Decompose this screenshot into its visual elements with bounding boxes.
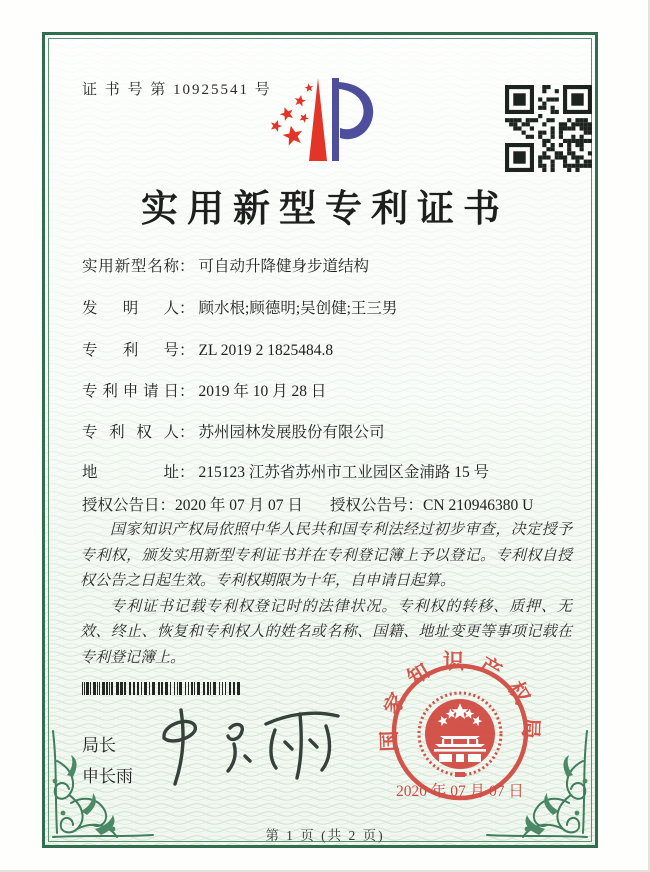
commissioner-signature-icon bbox=[148, 698, 353, 796]
legal-text bbox=[80, 518, 572, 671]
field-inventors: 发明人： 顾水根;顾德明;吴创健;王三男 bbox=[82, 296, 397, 318]
field-utility-model-name: 实用新型名称： 可自动升降健身步道结构 bbox=[82, 254, 369, 276]
officer-title: 局长 bbox=[82, 736, 116, 755]
legal-paragraph-2: 专利证书记载专利权登记时的法律状况。专利权的转移、质押、无效、终止、恢复和专利权人的姓名或名称、国籍、地址变更等事项记载在专利登记簿上。 bbox=[80, 598, 572, 666]
field-value: 215123 江苏省苏州市工业园区金浦路 15 号 bbox=[198, 464, 490, 481]
certificate-number: 证 书 号 第 10925541 号 bbox=[82, 82, 272, 98]
field-label: 实用新型名称 bbox=[82, 258, 179, 275]
officer-name: 申长雨 bbox=[82, 767, 133, 786]
grant-number: 授权公告号：CN 210946380 U bbox=[330, 497, 534, 514]
svg-text:国家知识产权局: 国家知识产权局 bbox=[376, 650, 544, 752]
field-label: 地址 bbox=[82, 464, 179, 481]
certificate-title: 实用新型专利证书 bbox=[141, 189, 509, 230]
grant-date: 授权公告日：2020 年 07 月 07 日 bbox=[82, 497, 303, 514]
field-label: 专利号 bbox=[82, 342, 179, 359]
qr-code-icon bbox=[505, 85, 592, 172]
field-patentee: 专利权人： 苏州园林发展股份有限公司 bbox=[82, 420, 385, 442]
legal-paragraph-1: 国家知识产权局依照中华人民共和国专利法经过初步审查，决定授予专利权，颁发实用新型专利证书并在专利登记簿上予以登记。专利权自授权公告之日起生效。专利权期限为十年，自申请日起算。 bbox=[80, 522, 572, 589]
field-value: 2019 年 10 月 28 日 bbox=[198, 383, 327, 400]
field-label: 专利申请日 bbox=[82, 383, 179, 400]
seal-date: 2020 年 07 月 07 日 bbox=[396, 783, 524, 800]
grant-row bbox=[82, 493, 568, 515]
cnipa-logo-icon bbox=[260, 74, 380, 166]
field-value: 苏州园林发展股份有限公司 bbox=[198, 424, 385, 441]
field-label: 专利权人 bbox=[82, 424, 179, 441]
page-number: 第 1 页 (共 2 页) bbox=[265, 828, 385, 843]
field-value: 顾水根;顾德明;吴创健;王三男 bbox=[198, 300, 398, 317]
field-value: ZL 2019 2 1825484.8 bbox=[198, 342, 334, 359]
field-label: 发明人 bbox=[82, 300, 179, 317]
barcode-icon bbox=[82, 682, 246, 695]
officer-block bbox=[82, 730, 133, 792]
field-value: 可自动升降健身步道结构 bbox=[198, 258, 370, 275]
field-filing-date: 专利申请日： 2019 年 10 月 28 日 bbox=[82, 379, 326, 401]
field-address: 地址： 215123 江苏省苏州市工业园区金浦路 15 号 bbox=[82, 460, 489, 482]
cnipa-official-seal-icon bbox=[370, 650, 550, 830]
field-patent-number: 专利号： ZL 2019 2 1825484.8 bbox=[82, 338, 333, 360]
